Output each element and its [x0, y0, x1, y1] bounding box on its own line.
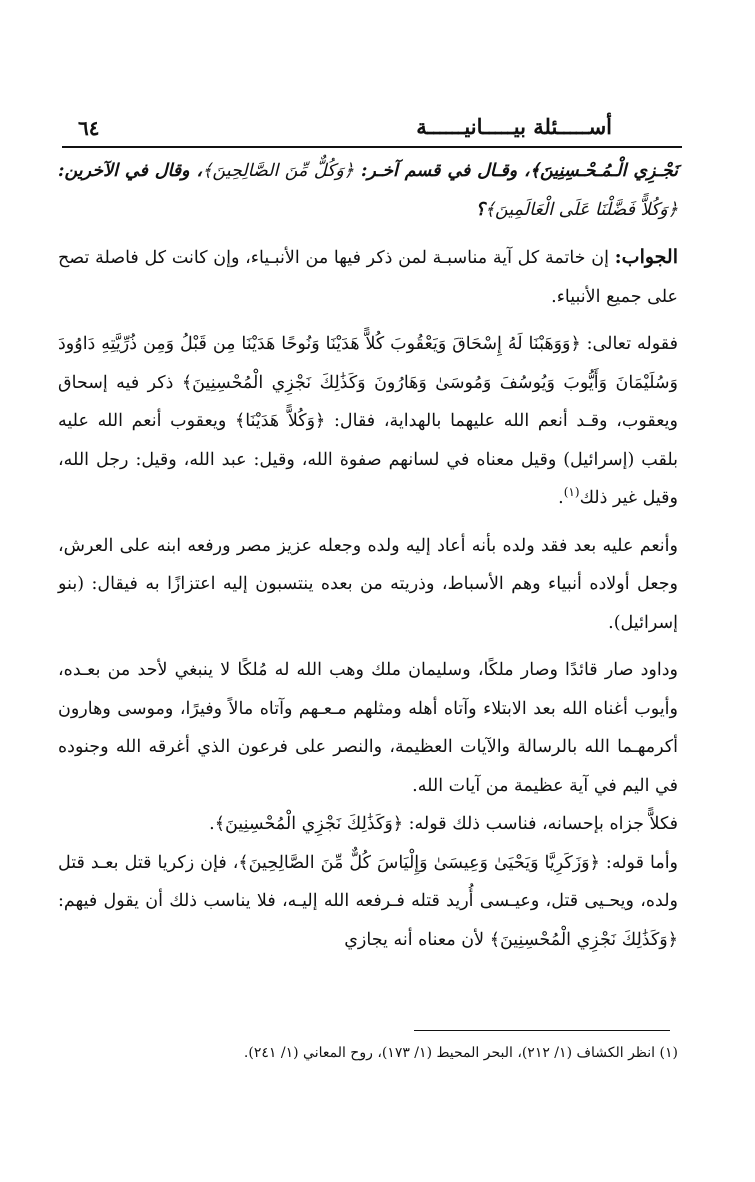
paragraph-text: وأما قوله: [599, 852, 679, 873]
quran-verse: ﴿وَوَهَبْنَا لَهُ إِسْحَاقَ وَيَعْقُوبَ كُلاًّ هَدَيْنَا وَنُوحًا هَدَيْنَا مِن قَبْلُ وَمِن ذُرِّيَّتِهِ دَاوُودَ وَسُلَيْمَانَ وَأَيُّوبَ وَيُوسُفَ وَمُوسَىٰ وَهَارُونَ وَكَذَٰلِكَ نَجْزِي الْمُحْسِنِينَ﴾ [58, 334, 678, 393]
page-header [62, 112, 682, 148]
paragraph-text: ويعقوب أنعم الله عليه بلقب (إسرائيل) وقيل معناه في لسانهم صفوة الله، وقيل: عبد الله، وقيل: رجل الله، وقيل غير ذلك [58, 411, 678, 508]
paragraph-text: وأنعم عليه بعد فقد ولده بأنه أعاد إليه ولده وجعله عزيز مصر ورفعه ابنه على العرش، وجعل أولاده أنبياء وهم الأسباط، وذريته من بعده ينتسبون إليه اعتزازًا به فيقال: (بنو إسرائيل). [58, 535, 678, 633]
paragraph-text: فقوله تعالى: [580, 334, 679, 354]
paragraph-text: وداود صار قائدًا وصار ملكًا، وسليمان ملك وهب الله له مُلكًا لا ينبغي لأحد من بعـده، وأيوب أغناه الله بعد الابتلاء وآتاه أهله ومثلهم مـعـهم وآتاه مالاً وفيرًا، وموسى وهارون أكرمهـما الله بالرسالة والآيات العظيمة، والنصر على فرعون الذي أغرقه الله وجنوده في اليم في آية عظيمة من آيات الله. [58, 660, 678, 796]
quran-verse: ﴿وَزَكَرِيَّا وَيَحْيَىٰ وَعِيسَىٰ وَإِلْيَاسَ كُلٌّ مِّنَ الصَّالِحِينَ﴾ [238, 852, 600, 873]
answer-text: إن خاتمة كل آية مناسبـة لمن ذكر فيها من الأنبـياء، وإن كانت كل فاصلة تصح على جميع الأنبياء. [58, 248, 678, 307]
paragraph-text: . [558, 488, 564, 508]
quran-verse: ﴿وَكُلاًّ هَدَيْنَا﴾ [234, 411, 326, 431]
question-paragraph [58, 152, 678, 229]
paragraph-dawud [58, 651, 678, 805]
quran-verse: ﴿وَكَذَٰلِكَ نَجْزِي الْمُحْسِنِينَ﴾ [489, 929, 678, 950]
footnote: (١) انظر الكشاف (١/ ٢١٢)، البحر المحيط (١/ ١٧٣)، روح المعاني (١/ ٢٤١). [243, 1045, 678, 1061]
footnote-divider [414, 1030, 670, 1031]
paragraph-text: فكلاًّ جزاه بإحسانه، فناسب ذلك قوله: [403, 814, 678, 834]
main-text [58, 152, 678, 959]
answer-paragraph [58, 238, 678, 316]
question-text-3: ؟ [475, 199, 485, 220]
quran-verse: ﴿وَكَذَٰلِكَ نَجْزِي الْمُحْسِنِينَ﴾ [214, 814, 404, 834]
paragraph-zakariya [58, 844, 678, 960]
paragraph-verse-explanation [58, 325, 678, 518]
paragraph-yaqub [58, 527, 678, 643]
quran-verse: ﴿وَكُلٌّ مِّنَ الصَّالِحِينَ﴾ [202, 161, 355, 181]
footnote-reference: (١) [563, 485, 580, 500]
question-text-1: نَجْـزِي الْـمُـحْـسِنِينَ﴾، وقـال في قسم آخـر: [354, 161, 678, 181]
answer-label: الجواب: [614, 246, 678, 268]
question-text-2: ، وقال في الآخرين: [58, 161, 203, 181]
paragraph-conclusion [58, 805, 678, 844]
running-title: أســـــئلة بيـــــانيــــــة [416, 114, 612, 139]
paragraph-text: لأن معناه أنه يجازي [344, 929, 490, 950]
paragraph-text: . [209, 814, 215, 834]
paragraph-text: ذكر فيه إسحاق ويعقوب، وقـد أنعم الله عليهما بالهداية، فقال: [58, 372, 678, 431]
quran-verse: ﴿وَكُلاًّ فَضَّلْنَا عَلَى الْعَالَمِينَ﴾ [484, 199, 678, 220]
paragraph-text: ، فإن زكريا قتل بعـد قتل ولده، ويحـيى قتل، وعيـسى أُريد قتله فـرفعه الله إليـه، فلا يناسب ذلك أن يقول فيهم: [58, 852, 678, 911]
page-number: ٦٤ [78, 116, 100, 140]
